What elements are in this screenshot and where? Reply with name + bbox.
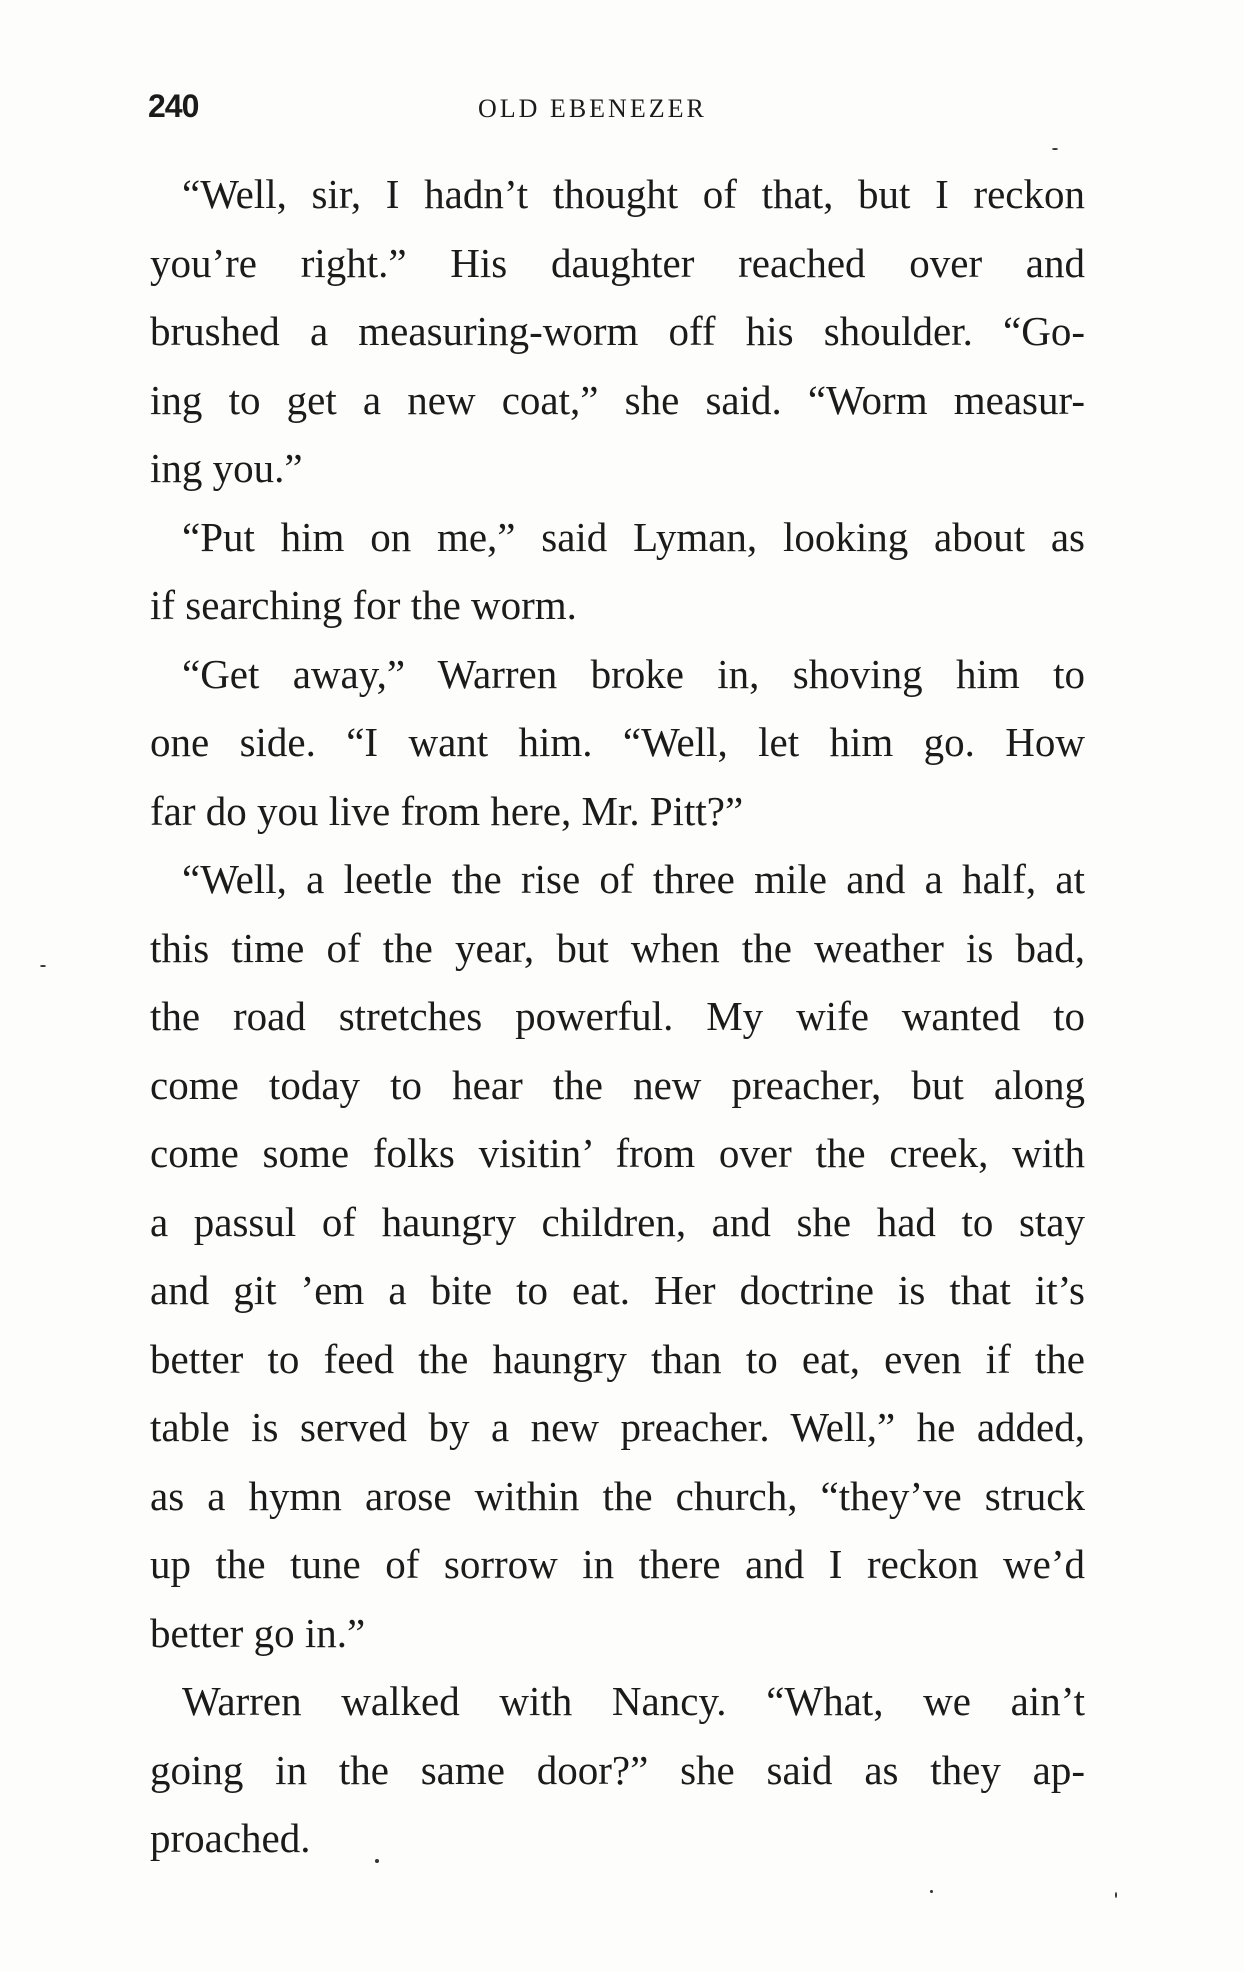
text-line: better to feed the haungry than to eat, even if the — [150, 1335, 1085, 1382]
text-line: come some folks visitin’ from over the creek, with — [150, 1130, 1085, 1176]
text-line: “Well, a leetle the rise of three mile and a half, at — [182, 856, 1085, 902]
text-line: ing you.” — [150, 445, 303, 491]
text-line: the road stretches powerful. My wife wanted to — [150, 993, 1085, 1039]
page-header — [148, 88, 1088, 128]
text-line: a passul of haungry children, and she had to stay — [150, 1198, 1085, 1245]
text-line: “Well, sir, I hadn’t thought of that, but I reckon — [182, 171, 1085, 217]
text-line: going in the same door?” she said as they ap- — [150, 1746, 1085, 1793]
scan-speck — [1052, 148, 1058, 150]
text-line: far do you live from here, Mr. Pitt?” — [150, 787, 744, 834]
text-line: if searching for the worm. — [150, 582, 577, 628]
text-line: table is served by a new preacher. Well,” he added, — [150, 1404, 1085, 1450]
text-line: come today to hear the new preacher, but along — [150, 1061, 1085, 1108]
text-line: brushed a measuring-worm off his shoulder. “Go- — [150, 308, 1085, 354]
body-text — [150, 160, 1085, 1873]
text-line: one side. “I want him. “Well, let him go. How — [150, 719, 1085, 765]
text-line: this time of the year, but when the weather is bad, — [150, 924, 1085, 971]
scan-speck — [375, 1859, 379, 1863]
text-line: and git ’em a bite to eat. Her doctrine is that it’s — [150, 1267, 1085, 1313]
text-line: Warren walked with Nancy. “What, we ain’t — [182, 1678, 1085, 1724]
text-line: you’re right.” His daughter reached over and — [150, 239, 1085, 286]
text-line: proached. — [150, 1815, 311, 1861]
text-line: “Put him on me,” said Lyman, looking about as — [182, 513, 1085, 560]
running-title: OLD EBENEZER — [478, 94, 707, 123]
text-line: “Get away,” Warren broke in, shoving him to — [182, 650, 1085, 697]
text-line: up the tune of sorrow in there and I reckon we’d — [150, 1541, 1085, 1587]
text-line: ing to get a new coat,” she said. “Worm measur- — [150, 376, 1085, 423]
scan-speck — [930, 1890, 933, 1893]
scan-speck — [40, 965, 46, 967]
text-line: as a hymn arose within the church, “they’ve struck — [150, 1472, 1085, 1519]
scan-speck — [1115, 1892, 1117, 1898]
text-line: better go in.” — [150, 1609, 366, 1656]
page-number: 240 — [148, 88, 199, 124]
